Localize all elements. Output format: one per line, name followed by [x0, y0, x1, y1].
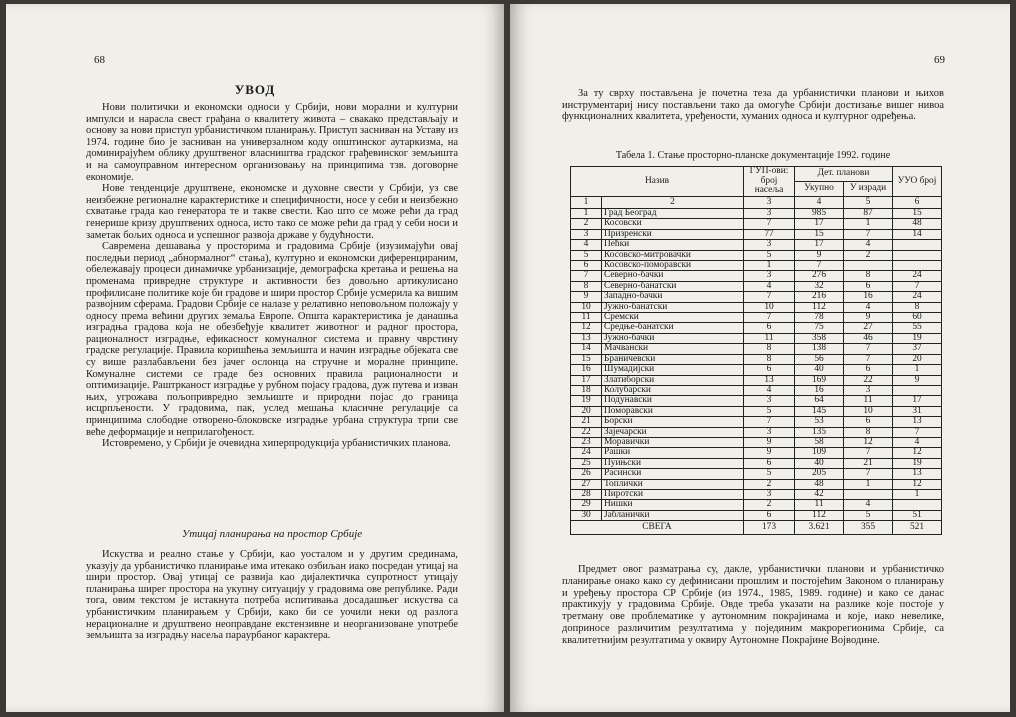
gup-count: 7 — [744, 292, 795, 302]
table-row — [571, 510, 942, 520]
plans-total: 42 — [795, 489, 844, 499]
intro-paragraph: За ту сврху постављена је почетна теза да урбанистички планови и њихов инструментариј нису постављени тако да омогуће Србији достизање вишег нивоа функционалних квалитета, уређености, хуманих односа и културног одређења. — [562, 88, 944, 123]
gup-count: 1 — [744, 261, 795, 271]
uuo-count: 12 — [893, 448, 942, 458]
plans-total: 169 — [795, 375, 844, 385]
column-number: 5 — [844, 197, 893, 209]
row-number: 8 — [571, 281, 602, 291]
row-number: 29 — [571, 500, 602, 510]
uuo-count: 14 — [893, 229, 942, 239]
plans-in-progress: 6 — [844, 417, 893, 427]
plans-total: 7 — [795, 261, 844, 271]
table-row — [571, 427, 942, 437]
gup-count: 77 — [744, 229, 795, 239]
uuo-count: 55 — [893, 323, 942, 333]
gup-count: 7 — [744, 219, 795, 229]
uuo-count: 48 — [893, 219, 942, 229]
plans-in-progress: 7 — [844, 354, 893, 364]
total-gup: 173 — [744, 521, 795, 535]
table-body — [571, 197, 942, 521]
row-number: 12 — [571, 323, 602, 333]
plans-total: 112 — [795, 510, 844, 520]
plans-total: 32 — [795, 281, 844, 291]
row-number: 30 — [571, 510, 602, 520]
table-row — [571, 437, 942, 447]
district-name: Шумадијски — [602, 365, 744, 375]
uuo-count: 7 — [893, 281, 942, 291]
row-number: 7 — [571, 271, 602, 281]
plans-in-progress: 6 — [844, 365, 893, 375]
table-row — [571, 458, 942, 468]
table-row — [571, 469, 942, 479]
gup-count: 3 — [744, 240, 795, 250]
plans-total: 138 — [795, 344, 844, 354]
district-name: Пуињски — [602, 458, 744, 468]
district-name: Зајечарски — [602, 427, 744, 437]
col-uuo-header: УУО број — [893, 167, 942, 197]
row-number: 10 — [571, 302, 602, 312]
plans-total: 276 — [795, 271, 844, 281]
district-name: Моравички — [602, 437, 744, 447]
page-number: 69 — [934, 54, 945, 66]
district-name: Браничевски — [602, 354, 744, 364]
gup-count: 3 — [744, 396, 795, 406]
column-number: 2 — [602, 197, 744, 209]
plans-total: 145 — [795, 406, 844, 416]
plans-in-progress: 7 — [844, 229, 893, 239]
row-number: 24 — [571, 448, 602, 458]
uuo-count: 19 — [893, 458, 942, 468]
gup-count: 7 — [744, 417, 795, 427]
district-name: Град Београд — [602, 209, 744, 219]
col-total-header: Укупно — [795, 182, 844, 197]
uuo-count: 60 — [893, 313, 942, 323]
gup-count: 8 — [744, 354, 795, 364]
row-number: 26 — [571, 469, 602, 479]
plans-in-progress: 46 — [844, 333, 893, 343]
row-number: 28 — [571, 489, 602, 499]
plans-total: 75 — [795, 323, 844, 333]
row-number: 6 — [571, 261, 602, 271]
district-name: Средње-банатски — [602, 323, 744, 333]
district-name: Подунавски — [602, 396, 744, 406]
column-number: 4 — [795, 197, 844, 209]
uuo-count — [893, 240, 942, 250]
column-number: 3 — [744, 197, 795, 209]
uuo-count: 13 — [893, 469, 942, 479]
district-name: Северно-бачки — [602, 271, 744, 281]
district-name: Мачвански — [602, 344, 744, 354]
paragraph: Искуства и реално стање у Србији, као уосталом и у другим срединама, указују да урбанистичко планирање има итекако озбиљан иако посредан утицај на шири простор. Овај утицај се развија као дијалектичка супротност утицају планирања ширег простора на укупну ситуацију у градовима ове републике. Ради тога, овим текстом је истакнута потреба испитивања досадашњег искуства са урбанистичким планирањем у Србији, како би се уочили неки од разлога нерационалне и друштвено неоправдане екстензивне и неорганизоване употребе земљишта за изградњу насеља парaурбаног карактера. — [86, 549, 458, 642]
table-row — [571, 479, 942, 489]
row-number: 19 — [571, 396, 602, 406]
plans-total: 109 — [795, 448, 844, 458]
paragraph: Истовремено, у Србији је очевидна хиперпродукција урбанистичких планова. — [102, 438, 451, 450]
plans-in-progress: 4 — [844, 240, 893, 250]
total-row — [571, 521, 942, 535]
col-in-progress-header: У изради — [844, 182, 893, 197]
district-name: Косовски — [602, 219, 744, 229]
table-row — [571, 344, 942, 354]
uuo-count — [893, 261, 942, 271]
plans-in-progress: 1 — [844, 219, 893, 229]
table-row — [571, 292, 942, 302]
table-caption: Табела 1. Стање просторно-планске документације 1992. године — [615, 150, 891, 161]
gup-count: 8 — [744, 344, 795, 354]
plans-in-progress: 1 — [844, 479, 893, 489]
table-row — [571, 250, 942, 260]
table-row — [571, 500, 942, 510]
column-number: 6 — [893, 197, 942, 209]
body-text — [86, 102, 458, 450]
gup-count: 3 — [744, 489, 795, 499]
row-number: 20 — [571, 406, 602, 416]
plans-total: 17 — [795, 240, 844, 250]
gup-count: 13 — [744, 375, 795, 385]
row-number: 13 — [571, 333, 602, 343]
column-number-row — [571, 197, 942, 209]
plans-in-progress: 4 — [844, 302, 893, 312]
plans-total: 11 — [795, 500, 844, 510]
body-text — [86, 549, 458, 642]
uuo-count: 1 — [893, 489, 942, 499]
district-name: Призренски — [602, 229, 744, 239]
col-name-header: Назив — [571, 167, 744, 197]
table-row — [571, 229, 942, 239]
plans-in-progress: 22 — [844, 375, 893, 385]
table-row — [571, 406, 942, 416]
district-name: Златиборски — [602, 375, 744, 385]
plans-total: 985 — [795, 209, 844, 219]
total-label: СВЕГА — [571, 521, 744, 535]
district-name: Нишки — [602, 500, 744, 510]
district-name: Расински — [602, 469, 744, 479]
plans-in-progress: 87 — [844, 209, 893, 219]
uuo-count: 20 — [893, 354, 942, 364]
district-name: Западно-бачки — [602, 292, 744, 302]
table-row — [571, 219, 942, 229]
uuo-count: 17 — [893, 396, 942, 406]
row-number: 5 — [571, 250, 602, 260]
row-number: 17 — [571, 375, 602, 385]
plans-in-progress: 16 — [844, 292, 893, 302]
table-row — [571, 302, 942, 312]
plans-in-progress — [844, 489, 893, 499]
plans-in-progress: 10 — [844, 406, 893, 416]
plans-total: 135 — [795, 427, 844, 437]
plans-in-progress: 12 — [844, 437, 893, 447]
page-number: 68 — [94, 54, 105, 66]
plans-in-progress: 11 — [844, 396, 893, 406]
uuo-count: 15 — [893, 209, 942, 219]
section-subheading: Утицај планирања на простор Србије — [181, 528, 363, 540]
uuo-count: 51 — [893, 510, 942, 520]
chapter-title: УВОД — [234, 82, 276, 97]
district-name: Пећки — [602, 240, 744, 250]
row-number: 4 — [571, 240, 602, 250]
uuo-count — [893, 385, 942, 395]
table-row — [571, 354, 942, 364]
district-name: Косовско-поморавски — [602, 261, 744, 271]
district-name: Сремски — [602, 313, 744, 323]
table-row — [571, 489, 942, 499]
gup-count: 2 — [744, 479, 795, 489]
paragraph: Нове тенденције друштвене, економске и духовне свести у Србији, уз све неизбежне регионалне карактеристике и специфичности, носе у себи и неизбежно схватање града као генератора те и такве свести. Као што се може рећи да град генерише кризу друштвених односа, исто тако се може рећи да град у себи носи и заметак бољих односа и успешног развоја државе у будућности. — [86, 183, 458, 241]
gup-count: 6 — [744, 510, 795, 520]
plans-total: 40 — [795, 365, 844, 375]
uuo-count: 9 — [893, 375, 942, 385]
total-plans: 3.621 — [795, 521, 844, 535]
gup-count: 3 — [744, 271, 795, 281]
left-page — [6, 4, 504, 712]
total-in-progress: 355 — [844, 521, 893, 535]
plans-in-progress: 21 — [844, 458, 893, 468]
row-number: 3 — [571, 229, 602, 239]
table-row — [571, 448, 942, 458]
gup-count: 4 — [744, 385, 795, 395]
row-number: 11 — [571, 313, 602, 323]
uuo-count: 1 — [893, 365, 942, 375]
table-row — [571, 375, 942, 385]
uuo-count — [893, 500, 942, 510]
row-number: 18 — [571, 385, 602, 395]
uuo-count: 37 — [893, 344, 942, 354]
table-row — [571, 271, 942, 281]
table-row — [571, 396, 942, 406]
gup-count: 3 — [744, 427, 795, 437]
plans-in-progress: 8 — [844, 427, 893, 437]
plans-total: 64 — [795, 396, 844, 406]
plans-in-progress: 8 — [844, 271, 893, 281]
plans-in-progress: 3 — [844, 385, 893, 395]
bottom-paragraph: Предмет овог разматрања су, дакле, урбанистички планови и урбанистичко планирање онако како су дефинисани прошлим и постојећим Законом о планирању и уређењу простора СР Србије (из 1974., 1985, 1989. године) и како се данас практикују у градовима Србије. Овде треба указати на разлике које постоје у третману ове проблематике у аутономним покрајинама и које, иако невелике, доприносе различитим резултатима у појединим макрорегионима Србије, са квалитетнијим резултатима у оквиру Аутономне Покрајине Војводине. — [562, 564, 944, 646]
district-name: Колубарски — [602, 385, 744, 395]
row-number: 23 — [571, 437, 602, 447]
table-row — [571, 240, 942, 250]
gup-count: 10 — [744, 302, 795, 312]
plans-total: 78 — [795, 313, 844, 323]
column-number: 1 — [571, 197, 602, 209]
plans-in-progress: 7 — [844, 469, 893, 479]
plans-in-progress: 2 — [844, 250, 893, 260]
paragraph: Нови политички и економски односи у Србији, нови морални и културни импулси и нарасла свест грађана о квалитету живота – свакако представљају и основу за нови приступ урбанистичком планирању. Приступ засниван на Уставу из 1974. године био је засниван на универзалном коду општинског аутаркизма, на доминирајућем облику друштвеног власништва градског грађевинског земљишта и на самоуправном интересном организовању на принципима тзв. договорне економије. — [86, 102, 458, 183]
uuo-count: 12 — [893, 479, 942, 489]
table-row — [571, 417, 942, 427]
planning-table — [570, 166, 942, 535]
right-page — [510, 4, 1010, 712]
uuo-count: 19 — [893, 333, 942, 343]
plans-total: 48 — [795, 479, 844, 489]
plans-total: 56 — [795, 354, 844, 364]
plans-in-progress: 27 — [844, 323, 893, 333]
plans-total: 112 — [795, 302, 844, 312]
row-number: 22 — [571, 427, 602, 437]
uuo-count: 31 — [893, 406, 942, 416]
row-number: 16 — [571, 365, 602, 375]
row-number: 21 — [571, 417, 602, 427]
table-row — [571, 385, 942, 395]
district-name: Пиротски — [602, 489, 744, 499]
gup-count: 6 — [744, 323, 795, 333]
table-row — [571, 323, 942, 333]
plans-total: 205 — [795, 469, 844, 479]
gup-count: 5 — [744, 469, 795, 479]
uuo-count: 4 — [893, 437, 942, 447]
row-number: 2 — [571, 219, 602, 229]
district-name: Јужно-бачки — [602, 333, 744, 343]
gup-count: 5 — [744, 406, 795, 416]
table-row — [571, 365, 942, 375]
district-name: Јужно-банатски — [602, 302, 744, 312]
row-number: 14 — [571, 344, 602, 354]
plans-total: 358 — [795, 333, 844, 343]
uuo-count: 24 — [893, 292, 942, 302]
gup-count: 6 — [744, 458, 795, 468]
plans-in-progress — [844, 261, 893, 271]
row-number: 15 — [571, 354, 602, 364]
plans-total: 16 — [795, 385, 844, 395]
gup-count: 9 — [744, 437, 795, 447]
gup-count: 7 — [744, 313, 795, 323]
uuo-count: 7 — [893, 427, 942, 437]
plans-in-progress: 9 — [844, 313, 893, 323]
plans-total: 15 — [795, 229, 844, 239]
gup-count: 4 — [744, 281, 795, 291]
gup-count: 2 — [744, 500, 795, 510]
gup-count: 11 — [744, 333, 795, 343]
plans-in-progress: 5 — [844, 510, 893, 520]
plans-total: 53 — [795, 417, 844, 427]
district-name: Топлички — [602, 479, 744, 489]
row-number: 1 — [571, 209, 602, 219]
uuo-count: 24 — [893, 271, 942, 281]
gup-count: 9 — [744, 448, 795, 458]
table-row — [571, 209, 942, 219]
plans-total: 216 — [795, 292, 844, 302]
row-number: 25 — [571, 458, 602, 468]
district-name: Рашки — [602, 448, 744, 458]
paragraph: Савремена дешавања у просторима и градовима Србије (изузимајући овај последњи период „абнормалног“ стања), културно и економски диференцираним, обележавају процеси динамичке урбанизације, демографска кретања и решења на променама привредне структуре и активности без довољно артикулисано профилисане политике које би градове и шири простор Србије усмерила ка вишим развојним сферама. Градови Србије се налазе у релативно неповољном положају у односу према већини других земаља Европе. Општа карактеристика је данашња изградња градова која не обезбеђује квалитет животног и радног простора, рационалност изградње, ефикасност комуналног система и правну чврстину градске регулације. Правила коришћења земљишта и начин изградње објеката све су више разлабављени без јачег ослонца на стручне и моралне принципе. Комуналне системи се граде без основних правила рационалности и оптимизације. Раштрканост изградње у рубном појасу градова, дуж путева и изван њих, угрожава пољопривредно земљиште и природни појас до граница исцрпљености. У градовима, пак, услед мешања класичне регулације са принципима слободне отворено-блоковске изградње урбана структура трпи све веће деформације и неприлагођеност. — [86, 241, 458, 438]
total-uuo: 521 — [893, 521, 942, 535]
plans-in-progress: 7 — [844, 344, 893, 354]
plans-total: 40 — [795, 458, 844, 468]
plans-total: 58 — [795, 437, 844, 447]
district-name: Јабланички — [602, 510, 744, 520]
gup-count: 6 — [744, 365, 795, 375]
district-name: Поморавски — [602, 406, 744, 416]
col-gup-header: ГУП-ови: број насеља — [744, 167, 795, 197]
district-name: Северно-банатски — [602, 281, 744, 291]
plans-in-progress: 6 — [844, 281, 893, 291]
uuo-count — [893, 250, 942, 260]
plans-in-progress: 7 — [844, 448, 893, 458]
plans-total: 9 — [795, 250, 844, 260]
district-name: Косовско-митровачки — [602, 250, 744, 260]
district-name: Борски — [602, 417, 744, 427]
col-det-plans-header: Дет. планови — [795, 167, 893, 182]
row-number: 9 — [571, 292, 602, 302]
plans-total: 17 — [795, 219, 844, 229]
plans-in-progress: 4 — [844, 500, 893, 510]
row-number: 27 — [571, 479, 602, 489]
table-row — [571, 333, 942, 343]
uuo-count: 8 — [893, 302, 942, 312]
uuo-count: 13 — [893, 417, 942, 427]
gup-count: 5 — [744, 250, 795, 260]
gup-count: 3 — [744, 209, 795, 219]
